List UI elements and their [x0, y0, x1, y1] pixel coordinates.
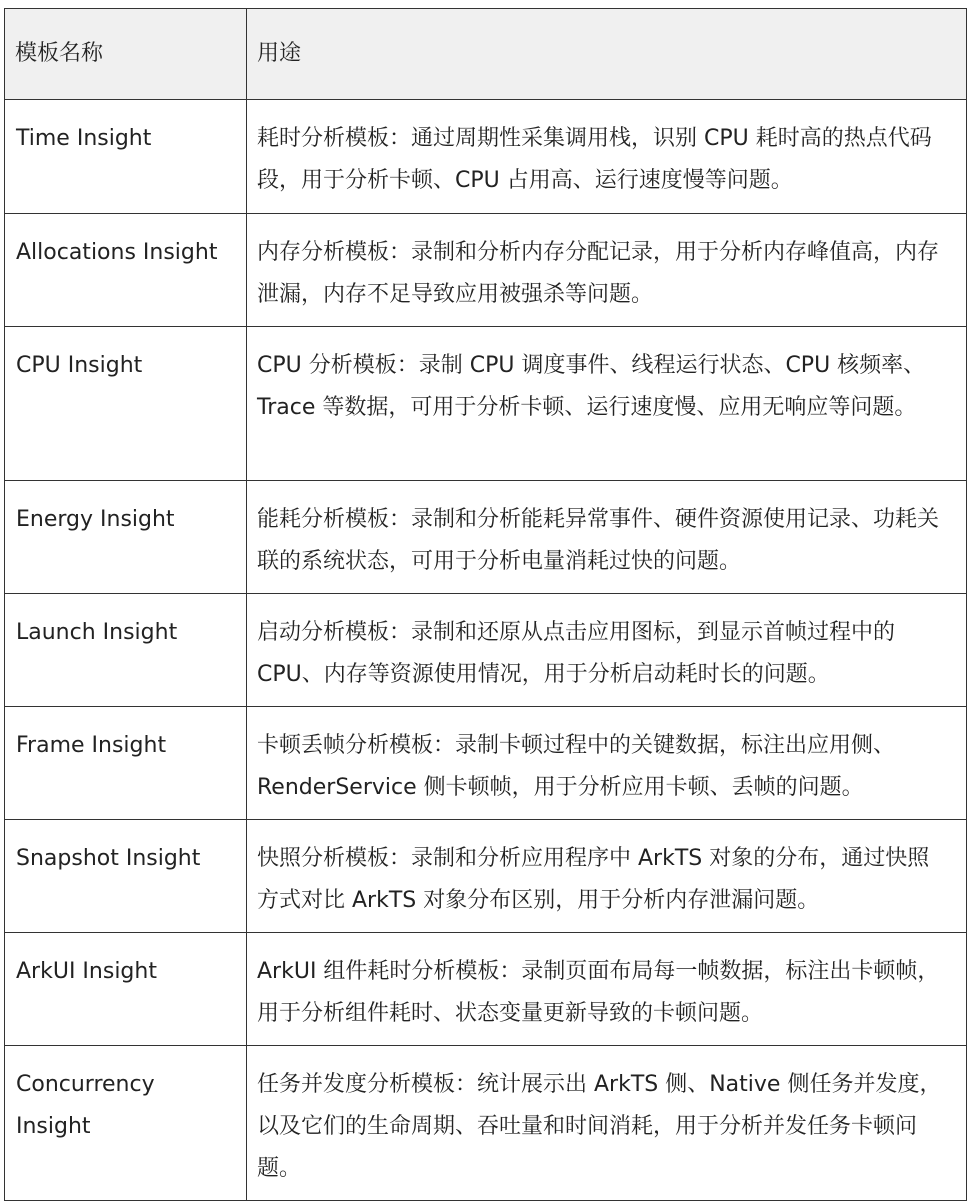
table-row: [5, 214, 967, 327]
table-row: [5, 594, 967, 707]
template-name-cell: Launch Insight: [5, 594, 247, 707]
template-desc-cell: ArkUI 组件耗时分析模板：录制页面布局每一帧数据，标注出卡顿帧，用于分析组件耗时、状态变量更新导致的卡顿问题。: [247, 933, 967, 1046]
template-table: [4, 8, 967, 1201]
template-desc-cell: 卡顿丢帧分析模板：录制卡顿过程中的关键数据，标注出应用侧、RenderService 侧卡顿帧，用于分析应用卡顿、丢帧的问题。: [247, 707, 967, 820]
table-row: [5, 933, 967, 1046]
table-row: [5, 481, 967, 594]
table-header-row: [5, 9, 967, 100]
table-row: [5, 327, 967, 481]
template-desc-cell: 耗时分析模板：通过周期性采集调用栈，识别 CPU 耗时高的热点代码段，用于分析卡顿、CPU 占用高、运行速度慢等问题。: [247, 100, 967, 214]
table-row: [5, 820, 967, 933]
header-purpose: 用途: [247, 9, 967, 100]
template-name-cell: Concurrency Insight: [5, 1046, 247, 1201]
template-desc-cell: 能耗分析模板：录制和分析能耗异常事件、硬件资源使用记录、功耗关联的系统状态，可用于分析电量消耗过快的问题。: [247, 481, 967, 594]
template-desc-cell: 快照分析模板：录制和分析应用程序中 ArkTS 对象的分布，通过快照方式对比 ArkTS 对象分布区别，用于分析内存泄漏问题。: [247, 820, 967, 933]
template-desc-cell: 任务并发度分析模板：统计展示出 ArkTS 侧、Native 侧任务并发度，以及它们的生命周期、吞吐量和时间消耗，用于分析并发任务卡顿问题。: [247, 1046, 967, 1201]
template-name-cell: Snapshot Insight: [5, 820, 247, 933]
template-desc-cell: 内存分析模板：录制和分析内存分配记录，用于分析内存峰值高，内存泄漏，内存不足导致应用被强杀等问题。: [247, 214, 967, 327]
template-name-cell: Allocations Insight: [5, 214, 247, 327]
template-name-cell: Time Insight: [5, 100, 247, 214]
template-table-container: [4, 8, 966, 1201]
template-name-cell: CPU Insight: [5, 327, 247, 481]
table-row: [5, 1046, 967, 1201]
header-template-name: 模板名称: [5, 9, 247, 100]
template-name-cell: ArkUI Insight: [5, 933, 247, 1046]
template-name-cell: Energy Insight: [5, 481, 247, 594]
template-desc-cell: 启动分析模板：录制和还原从点击应用图标，到显示首帧过程中的CPU、内存等资源使用情况，用于分析启动耗时长的问题。: [247, 594, 967, 707]
template-desc-cell: CPU 分析模板：录制 CPU 调度事件、线程运行状态、CPU 核频率、Trace 等数据，可用于分析卡顿、运行速度慢、应用无响应等问题。: [247, 327, 967, 481]
table-row: [5, 707, 967, 820]
template-name-cell: Frame Insight: [5, 707, 247, 820]
table-row: [5, 100, 967, 214]
